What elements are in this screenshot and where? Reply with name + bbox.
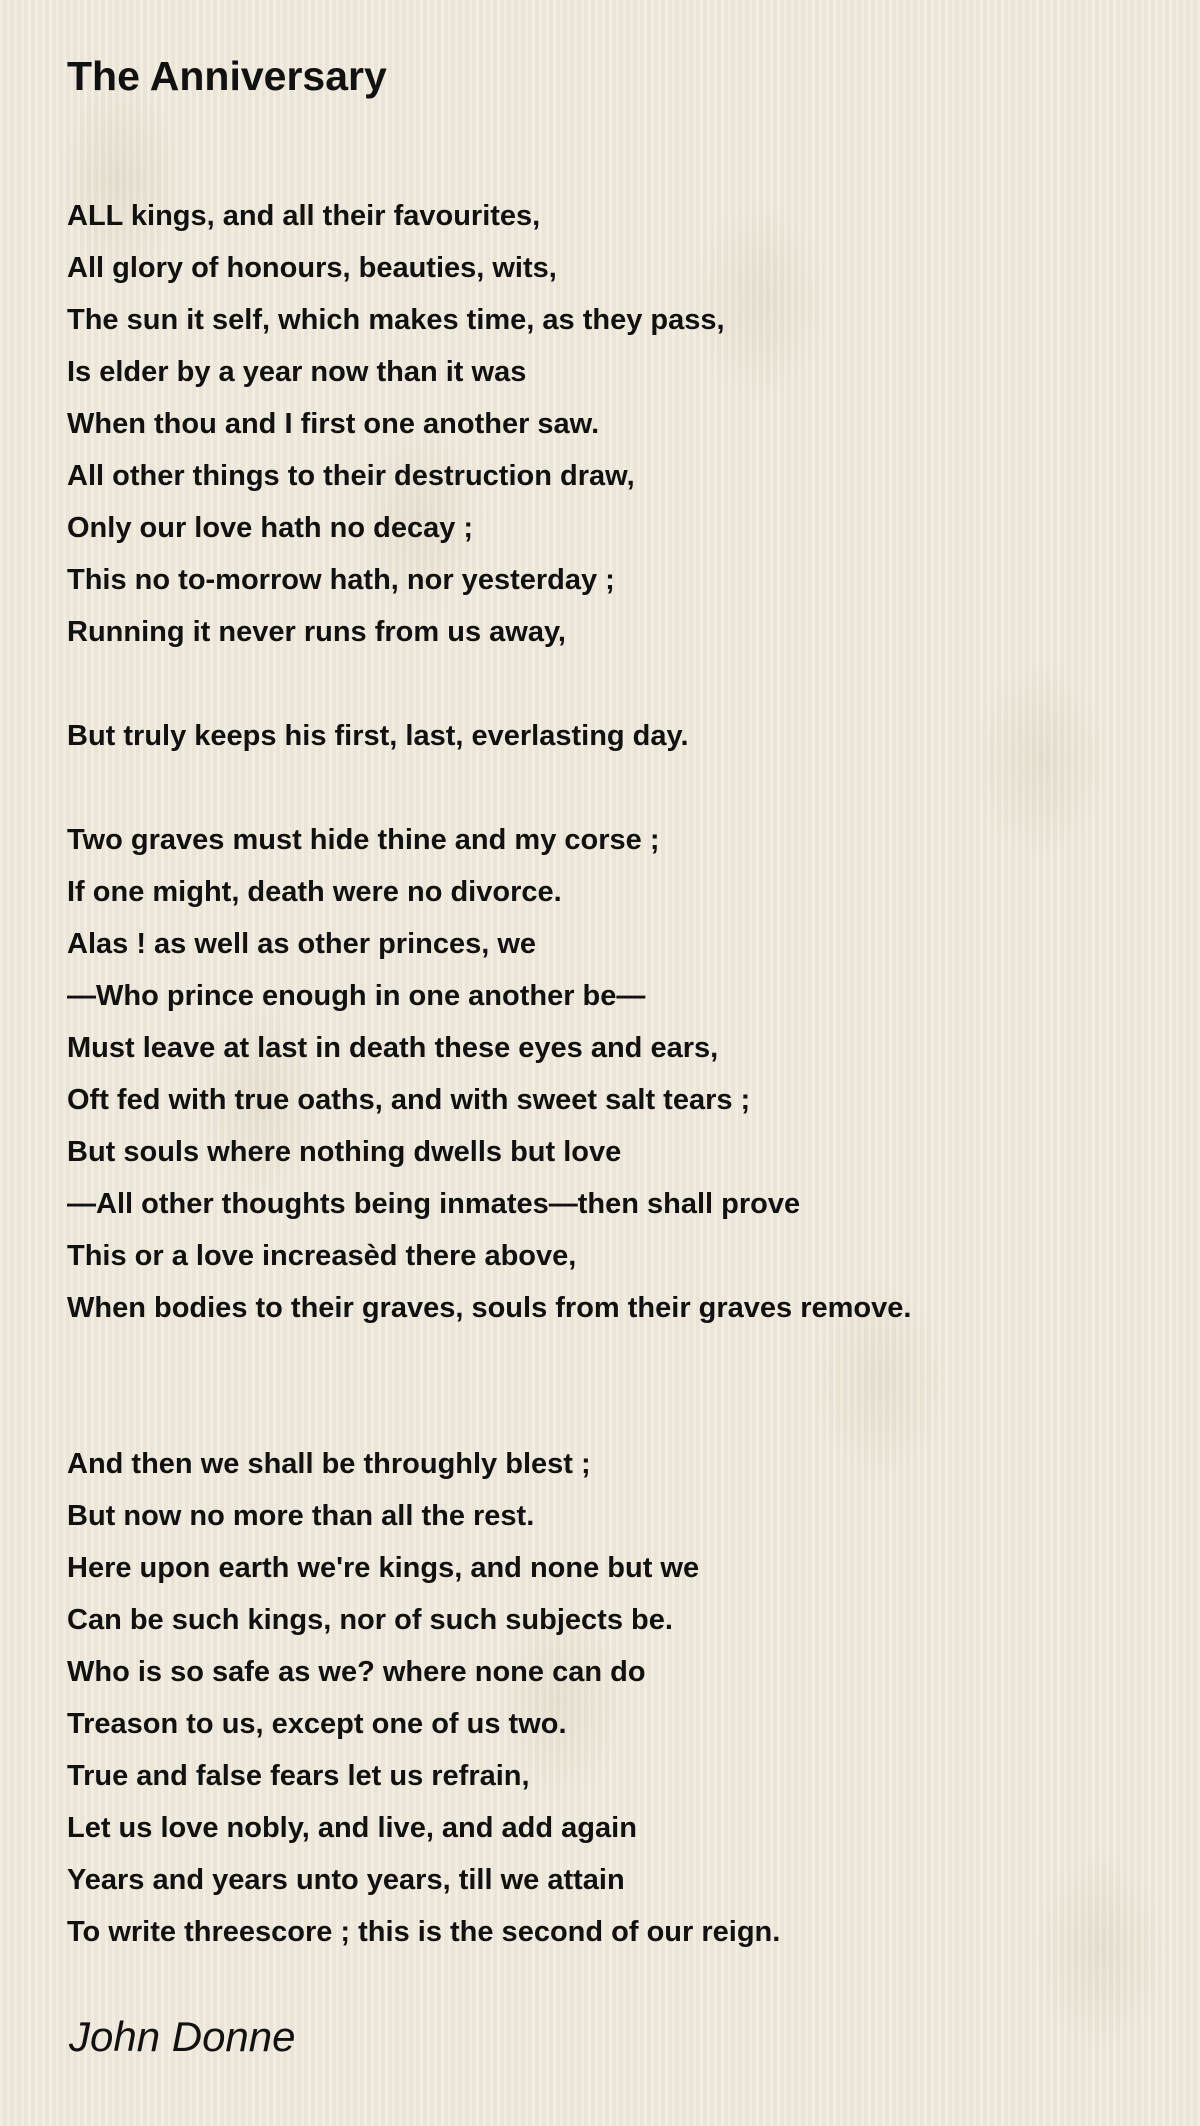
poem-line: Can be such kings, nor of such subjects be. [67, 1604, 673, 1636]
poem-line: When bodies to their graves, souls from their graves remove. [67, 1292, 912, 1324]
poem-line: When thou and I first one another saw. [67, 408, 600, 440]
poem-line: Treason to us, except one of us two. [67, 1708, 567, 1740]
poem-line: Is elder by a year now than it was [67, 356, 527, 388]
poem-line: —All other thoughts being inmates—then shall prove [67, 1188, 801, 1220]
poem-line: To write threescore ; this is the second of our reign. [67, 1916, 781, 1948]
poem-line: But souls where nothing dwells but love [67, 1136, 622, 1168]
poem-line: Who is so safe as we? where none can do [67, 1656, 646, 1688]
poem-page [67, 50, 1157, 2060]
poem-line: The sun it self, which makes time, as they pass, [67, 304, 725, 336]
poem-line: Only our love hath no decay ; [67, 512, 474, 544]
poem-line: This or a love increasèd there above, [67, 1240, 577, 1272]
poem-title: The Anniversary [67, 53, 387, 99]
poem-line: Must leave at last in death these eyes and ears, [67, 1032, 719, 1064]
poem-line: Oft fed with true oaths, and with sweet salt tears ; [67, 1084, 751, 1116]
poem-line: Let us love nobly, and live, and add again [67, 1812, 637, 1844]
poem-author: John Donne [69, 2013, 296, 2060]
poem-line: But truly keeps his first, last, everlasting day. [67, 720, 689, 752]
poem-line: And then we shall be throughly blest ; [67, 1448, 591, 1480]
poem-line: If one might, death were no divorce. [67, 876, 562, 908]
poem-line: Two graves must hide thine and my corse ; [67, 824, 660, 856]
poem-line: This no to-morrow hath, nor yesterday ; [67, 564, 615, 596]
poem-line: But now no more than all the rest. [67, 1500, 535, 1532]
poem-line: Here upon earth we're kings, and none but we [67, 1552, 700, 1584]
poem-line: All other things to their destruction draw, [67, 460, 635, 492]
poem-line: Years and years unto years, till we attain [67, 1864, 625, 1896]
poem-line: —Who prince enough in one another be— [67, 980, 646, 1012]
poem-line: ALL kings, and all their favourites, [67, 200, 541, 232]
poem-line: All glory of honours, beauties, wits, [67, 252, 557, 284]
poem-line: Running it never runs from us away, [67, 616, 566, 648]
poem-line: True and false fears let us refrain, [67, 1760, 530, 1792]
poem-line: Alas ! as well as other princes, we [67, 928, 537, 960]
